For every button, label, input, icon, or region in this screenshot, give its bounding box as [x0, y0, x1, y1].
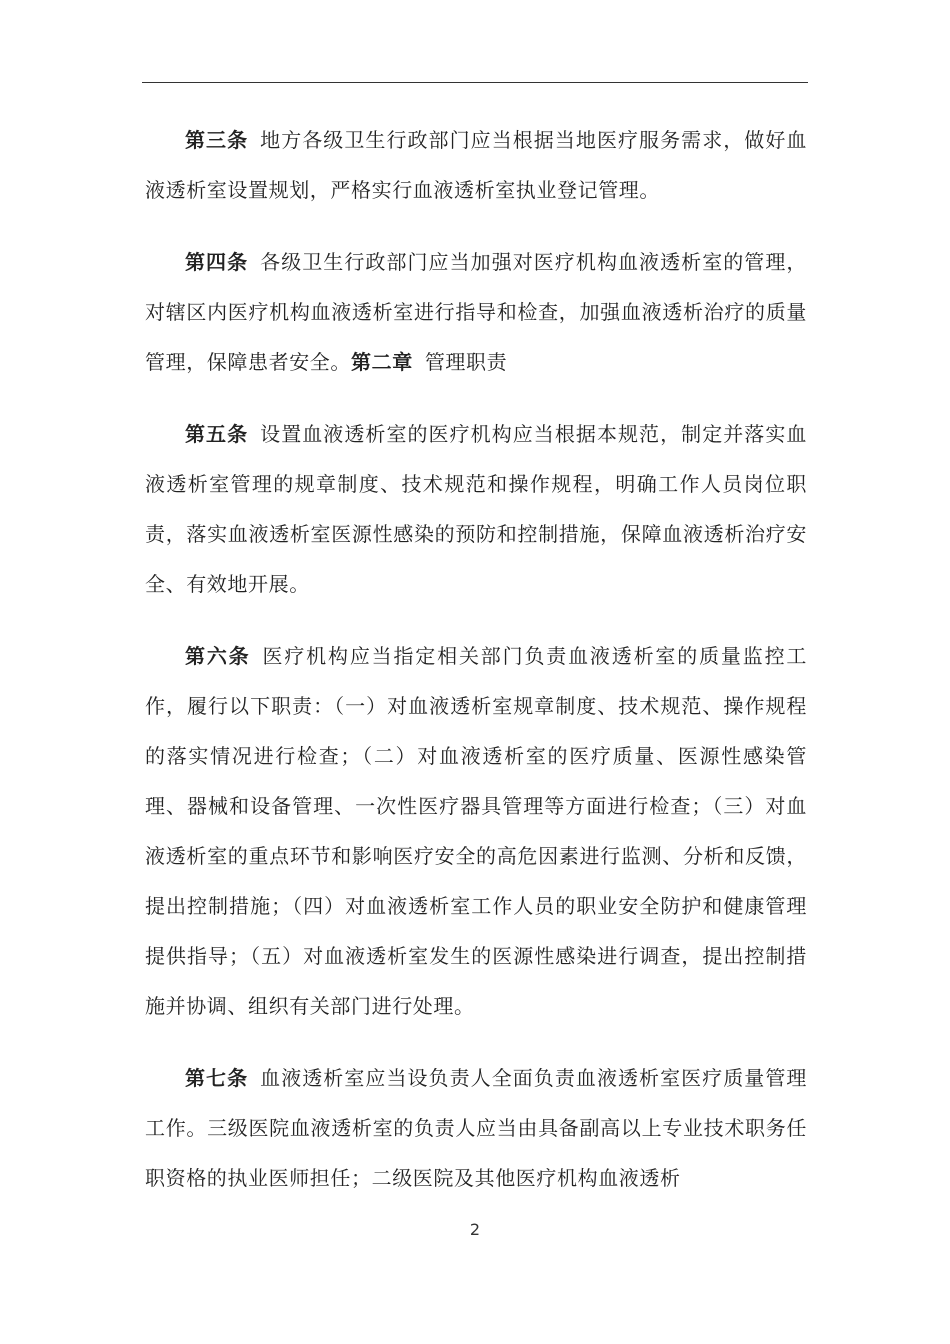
article-5: [145, 409, 807, 609]
chapter-2-heading: 第二章: [351, 350, 413, 374]
article-3-text: 地方各级卫生行政部门应当根据当地医疗服务需求，做好血液透析室设置规划，严格实行血液透析室执业登记管理。: [145, 128, 807, 202]
article-4-heading: 第四条: [185, 250, 249, 274]
article-4: [145, 237, 807, 387]
article-5-heading: 第五条: [185, 422, 249, 446]
article-6-text: 医疗机构应当指定相关部门负责血液透析室的质量监控工作，履行以下职责：（一）对血液透析室规章制度、技术规范、操作规程的落实情况进行检查；（二）对血液透析室的医疗质量、医源性感染管理、器械和设备管理、一次性医疗器具管理等方面进行检查；（三）对血液透析室的重点环节和影响医疗安全的高危因素进行监测、分析和反馈，提出控制措施；（四）对血液透析室工作人员的职业安全防护和健康管理提供指导；（五）对血液透析室发生的医源性感染进行调查，提出控制措施并协调、组织有关部门进行处理。: [145, 644, 807, 1018]
article-6: [145, 631, 807, 1031]
article-7-text: 血液透析室应当设负责人全面负责血液透析室医疗质量管理工作。三级医院血液透析室的负责人应当由具备副高以上专业技术职务任职资格的执业医师担任；二级医院及其他医疗机构血液透析: [145, 1066, 807, 1190]
document-body: [145, 115, 807, 1225]
header-rule: [142, 82, 808, 83]
page-number: 2: [469, 1220, 481, 1239]
article-6-heading: 第六条: [185, 644, 251, 668]
article-5-text: 设置血液透析室的医疗机构应当根据本规范，制定并落实血液透析室管理的规章制度、技术规范和操作规程，明确工作人员岗位职责，落实血液透析室医源性感染的预防和控制措施，保障血液透析治疗安全、有效地开展。: [145, 422, 807, 596]
article-3: [145, 115, 807, 215]
article-7-heading: 第七条: [185, 1066, 249, 1090]
article-3-heading: 第三条: [185, 128, 249, 152]
article-4-text: 各级卫生行政部门应当加强对医疗机构血液透析室的管理，对辖区内医疗机构血液透析室进行指导和检查，加强血液透析治疗的质量管理，保障患者安全。: [145, 250, 807, 374]
article-7: [145, 1053, 807, 1203]
chapter-2-title: 管理职责: [424, 350, 508, 374]
